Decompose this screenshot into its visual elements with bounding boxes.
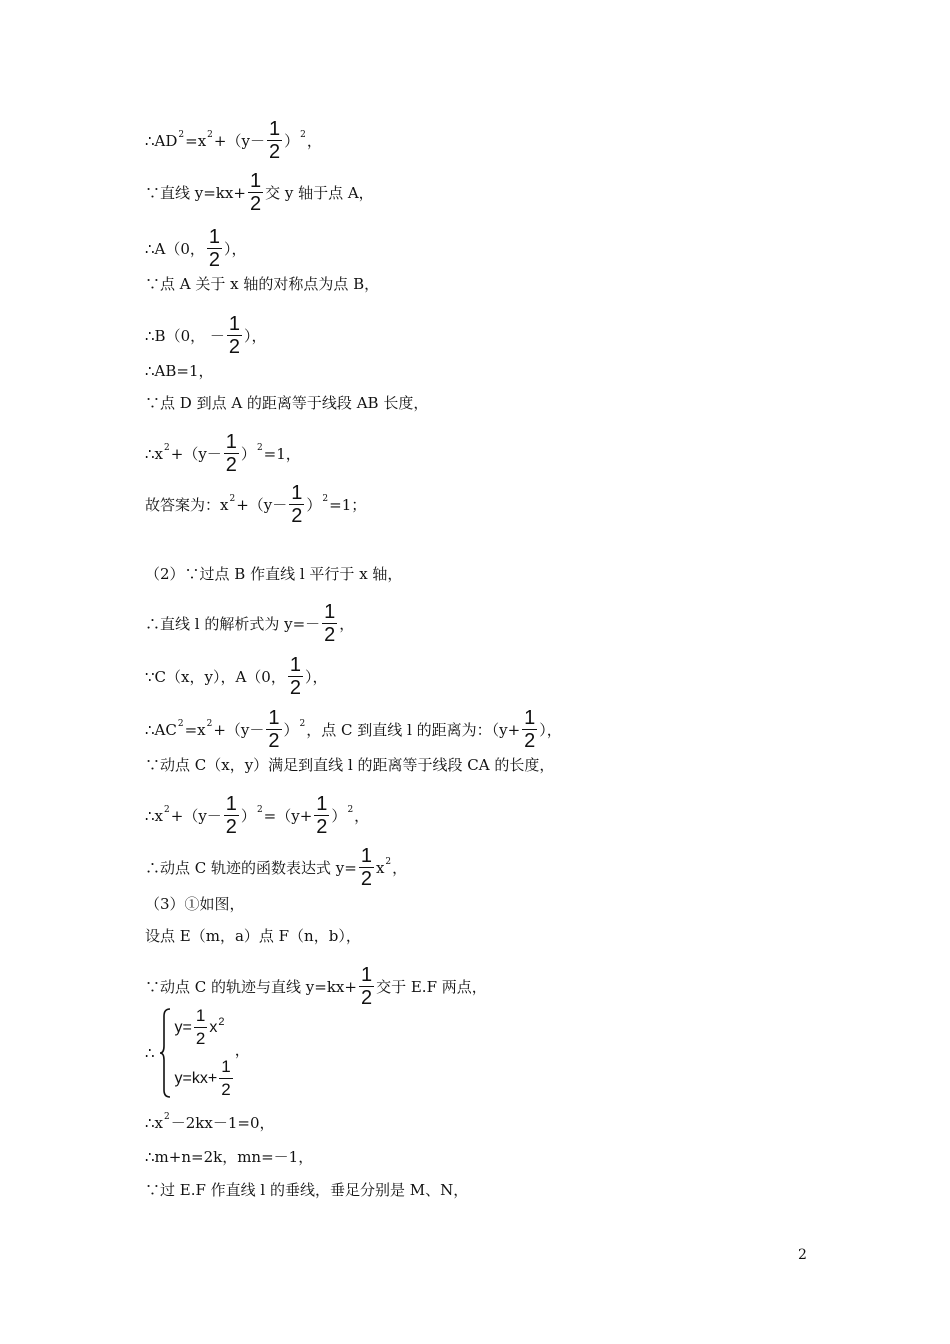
fraction-denominator: 2 xyxy=(249,193,262,215)
superscript: 2 xyxy=(177,718,184,729)
line-quadratic xyxy=(145,1113,275,1133)
superscript: 2 xyxy=(164,804,170,815)
line-distance-condition xyxy=(145,393,428,413)
text: 故答案为：x xyxy=(145,495,229,514)
fraction-numerator: 1 xyxy=(208,226,221,248)
text: ， xyxy=(306,131,322,150)
fraction-numerator: 1 xyxy=(324,601,336,623)
text: +（y－ xyxy=(213,720,265,739)
line-point-a xyxy=(145,228,247,269)
text: +（y－ xyxy=(236,495,288,514)
superscript: 2 xyxy=(256,442,263,453)
text: 交于 E.F 两点， xyxy=(376,977,487,996)
text: ， xyxy=(392,858,408,877)
superscript: 2 xyxy=(347,804,354,815)
text: ）， xyxy=(539,720,562,739)
fraction-denominator: 2 xyxy=(316,816,328,838)
line-trajectory-function xyxy=(145,847,407,888)
fraction-denominator: 2 xyxy=(268,141,281,163)
text: ∵C（x，y），A（0， xyxy=(145,667,286,686)
superscript: 2 xyxy=(322,493,329,504)
text: ∴AB=1， xyxy=(145,362,214,380)
line-equation-2 xyxy=(145,795,369,836)
text: ∴动点 C 轨迹的函数表达式 y= xyxy=(145,858,357,877)
fraction-numerator: 1 xyxy=(524,707,536,729)
fraction-denominator: 2 xyxy=(195,1029,206,1048)
line-symmetric-point xyxy=(145,274,379,294)
fraction xyxy=(359,847,374,888)
fraction-denominator: 2 xyxy=(208,249,221,271)
line-line-intersects-y-axis xyxy=(145,172,374,213)
text: =1， xyxy=(263,444,301,463)
superscript: 2 xyxy=(256,804,263,815)
text: ∵动点 C 的轨迹与直线 y=kx+ xyxy=(145,977,357,996)
text: ∴x xyxy=(145,806,164,825)
text: y= xyxy=(174,1018,192,1036)
fraction-numerator: 1 xyxy=(360,845,372,867)
line-vieta xyxy=(145,1147,313,1167)
equation-list xyxy=(175,1007,235,1099)
fraction-numerator: 1 xyxy=(219,1058,232,1079)
text: ∴m+n=2k，mn=－1， xyxy=(145,1148,314,1166)
text: ， xyxy=(234,1040,250,1059)
fraction-numerator: 1 xyxy=(316,793,328,815)
superscript: 2 xyxy=(218,1015,225,1028)
line-set-points xyxy=(145,926,361,946)
fraction-denominator: 2 xyxy=(221,1080,231,1099)
fraction-denominator: 2 xyxy=(360,868,372,890)
text: x xyxy=(209,1018,218,1036)
text: ∵过 E.F 作直线 l 的垂线，垂足分别是 M、N， xyxy=(145,1181,469,1199)
fraction-numerator: 1 xyxy=(268,707,280,729)
line-point-b xyxy=(145,315,267,356)
text: ）， xyxy=(244,326,267,345)
fraction xyxy=(267,120,282,161)
text: 交 y 轴于点 A， xyxy=(265,183,374,202)
text: ∴AD xyxy=(145,131,178,150)
superscript: 2 xyxy=(299,718,306,729)
fraction-denominator: 2 xyxy=(225,816,237,838)
therefore-symbol: ∴ xyxy=(145,1044,155,1062)
fraction-numerator: 1 xyxy=(249,170,262,192)
page-number: 2 xyxy=(798,1247,807,1263)
line-part-2-intro xyxy=(145,564,402,584)
fraction-numerator: 1 xyxy=(225,431,237,453)
line-perpendiculars xyxy=(145,1180,468,1200)
fraction-denominator: 2 xyxy=(228,336,241,358)
text: （2）∵过点 B 作直线 l 平行于 x 轴， xyxy=(145,565,403,583)
fraction xyxy=(207,228,222,269)
text: x xyxy=(375,858,385,877)
fraction xyxy=(227,315,242,356)
fraction xyxy=(289,484,304,525)
line-moving-point-condition xyxy=(145,755,554,775)
text: +（y－ xyxy=(170,444,222,463)
text: ∴A（0， xyxy=(145,239,205,258)
text: ∴B（0， － xyxy=(145,326,225,345)
fraction xyxy=(322,603,337,644)
text: －2kx－1=0， xyxy=(170,1114,275,1132)
text: ∴x xyxy=(145,444,164,463)
text: ， xyxy=(354,806,370,825)
text: ∵点 A 关于 x 轴的对称点为点 B， xyxy=(145,275,380,293)
fraction-denominator: 2 xyxy=(268,730,280,752)
line-ac-squared xyxy=(145,709,562,750)
text: ∵动点 C（x，y）满足到直线 l 的距离等于线段 CA 的长度， xyxy=(145,756,555,774)
text: ） xyxy=(240,806,256,825)
equation-line xyxy=(175,1058,235,1099)
fraction xyxy=(194,1007,207,1048)
line-equation-1 xyxy=(145,433,301,474)
text: ∴AC xyxy=(145,720,177,739)
text: ） xyxy=(284,131,300,150)
text: =1； xyxy=(329,495,367,514)
line-part-3-intro xyxy=(145,894,245,914)
fraction xyxy=(288,656,303,697)
line-points-c-a xyxy=(145,656,327,697)
text: （3）①如图， xyxy=(145,895,245,913)
fraction-numerator: 1 xyxy=(360,964,373,986)
fraction xyxy=(266,709,281,750)
fraction-denominator: 2 xyxy=(291,505,303,527)
text: ，点 C 到直线 l 的距离为：（y+ xyxy=(306,720,521,739)
text: ， xyxy=(339,614,355,633)
fraction-numerator: 1 xyxy=(194,1007,207,1028)
fraction-denominator: 2 xyxy=(524,730,536,752)
line-ab-length xyxy=(145,361,214,381)
fraction-denominator: 2 xyxy=(324,624,336,646)
superscript: 2 xyxy=(385,856,392,867)
superscript: 2 xyxy=(300,129,306,140)
fraction xyxy=(224,433,239,474)
fraction xyxy=(224,795,239,836)
text: ） xyxy=(240,444,256,463)
equation-parabola xyxy=(175,1007,235,1048)
superscript: 2 xyxy=(178,129,185,140)
fraction xyxy=(522,709,537,750)
fraction-denominator: 2 xyxy=(289,677,301,699)
fraction-numerator: 1 xyxy=(268,118,281,140)
left-brace-icon xyxy=(159,1008,171,1098)
text: ∵点 D 到点 A 的距离等于线段 AB 长度， xyxy=(145,394,429,412)
text: ）， xyxy=(304,667,328,686)
fraction-numerator: 1 xyxy=(291,482,303,504)
fraction-denominator: 2 xyxy=(360,987,373,1009)
fraction-denominator: 2 xyxy=(225,454,237,476)
text: =x xyxy=(184,720,206,739)
text: ∴直线 l 的解析式为 y=－ xyxy=(145,614,321,633)
text: ）， xyxy=(224,239,247,258)
text: ∵直线 y=kx+ xyxy=(145,183,246,202)
text: ） xyxy=(306,495,322,514)
fraction xyxy=(219,1058,232,1099)
line-ad-squared xyxy=(145,120,322,161)
text: +（y－ xyxy=(170,806,222,825)
line-intersection xyxy=(145,966,487,1007)
fraction xyxy=(314,795,329,836)
fraction-numerator: 1 xyxy=(228,313,241,335)
text: ） xyxy=(283,720,299,739)
superscript: 2 xyxy=(207,129,213,140)
superscript: 2 xyxy=(164,1112,170,1122)
fraction xyxy=(248,172,263,213)
text: ∴x xyxy=(145,1114,164,1132)
fraction-numerator: 1 xyxy=(289,654,301,676)
fraction xyxy=(359,966,374,1007)
text: ） xyxy=(331,806,347,825)
superscript: 2 xyxy=(164,442,170,453)
text: y=kx+ xyxy=(174,1069,218,1087)
line-line-l-equation xyxy=(145,603,354,644)
text: =（y+ xyxy=(263,806,313,825)
fraction-numerator: 1 xyxy=(225,793,237,815)
text: +（y－ xyxy=(213,131,265,150)
line-answer-1 xyxy=(145,484,366,525)
text: =x xyxy=(185,131,207,150)
superscript: 2 xyxy=(229,493,236,504)
text: 设点 E（m，a）点 F（n，b）， xyxy=(145,927,361,945)
superscript: 2 xyxy=(206,718,213,729)
equation-system xyxy=(145,1005,250,1101)
